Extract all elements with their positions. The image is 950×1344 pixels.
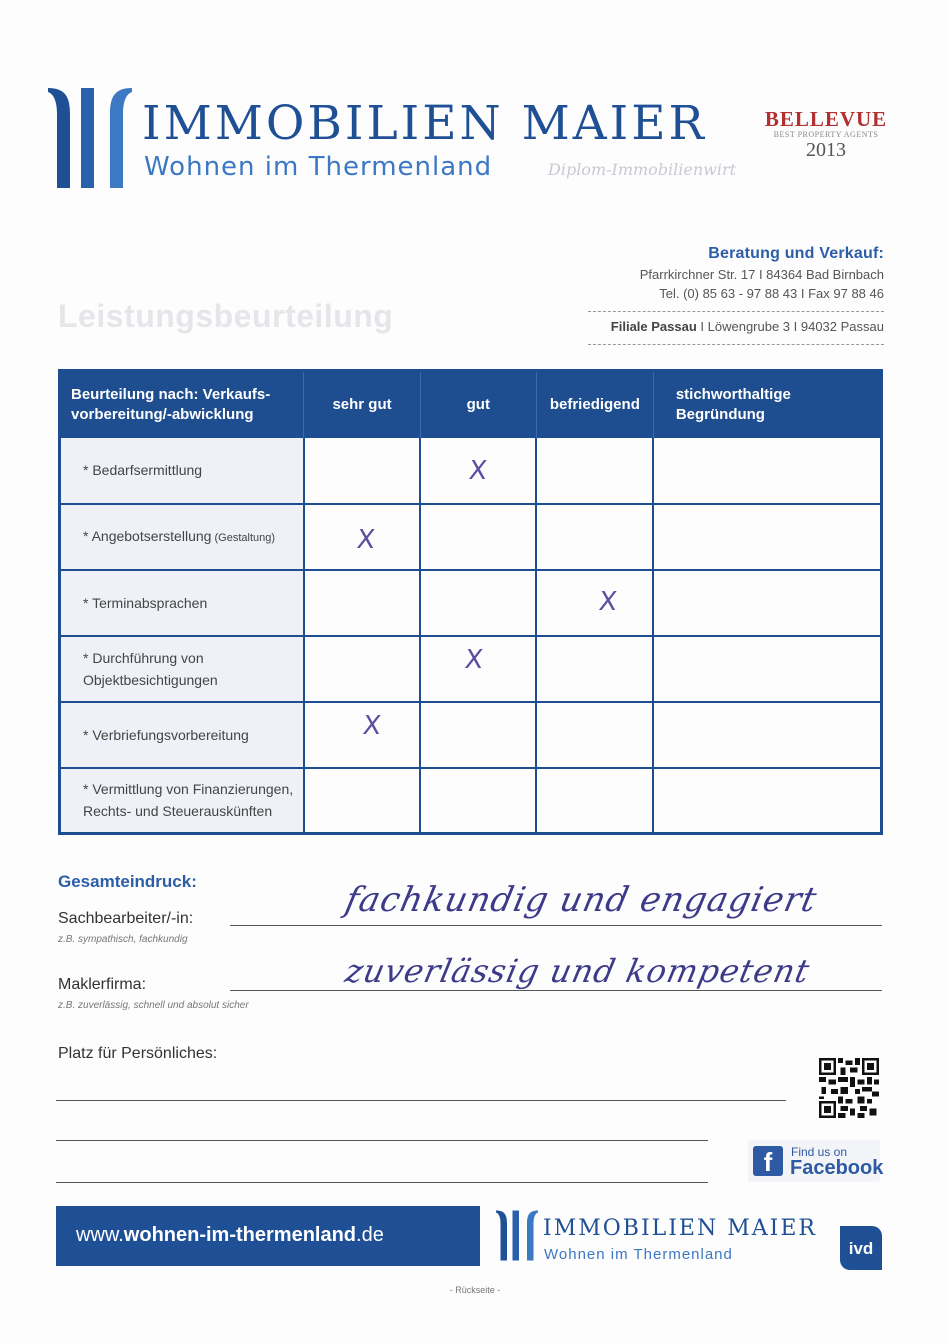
facebook-find-us: Find us on bbox=[791, 1145, 848, 1159]
facebook-name: Facebook bbox=[790, 1157, 884, 1179]
reason-cell[interactable] bbox=[653, 570, 881, 636]
brand-title: IMMOBILIEN MAIER bbox=[142, 96, 707, 151]
badge-year: 2013 bbox=[806, 139, 846, 161]
qualification-stamp: Diplom-Immobilienwirt bbox=[548, 160, 737, 179]
criterion-cell bbox=[60, 570, 304, 636]
reason-cell[interactable] bbox=[653, 768, 881, 834]
firm-line bbox=[230, 990, 882, 991]
reason-cell[interactable] bbox=[653, 636, 881, 702]
befriedigend-cell[interactable] bbox=[536, 702, 653, 768]
criterion-label: * Angebotserstellung bbox=[83, 527, 212, 544]
criterion-label: * Verbriefungsvorbereitung bbox=[83, 726, 249, 743]
sehr-gut-cell[interactable] bbox=[304, 636, 420, 702]
url-domain: wohnen-im-thermenland bbox=[123, 1224, 357, 1246]
criterion-cell bbox=[60, 636, 304, 702]
criterion-label: * Durchführung von Objektbesichtigungen bbox=[83, 649, 218, 688]
agent-handwriting[interactable]: fachkundig und engagiert bbox=[341, 880, 821, 920]
gut-cell[interactable] bbox=[420, 504, 536, 570]
table-row bbox=[60, 768, 882, 834]
reason-cell[interactable] bbox=[653, 702, 881, 768]
criterion-label: * Vermittlung von Finanzierungen, Rechts- und Steuerauskünften bbox=[83, 781, 294, 820]
footer-url-bar bbox=[56, 1206, 480, 1266]
gut-cell[interactable] bbox=[420, 438, 536, 504]
firm-hint: z.B. zuverlässig, schnell und absolut sicher bbox=[58, 1000, 249, 1011]
divider bbox=[588, 311, 884, 312]
table-row bbox=[60, 702, 882, 768]
url-prefix: www. bbox=[76, 1224, 124, 1246]
badge-name: BELLEVUE bbox=[764, 107, 888, 131]
sehr-gut-cell[interactable] bbox=[304, 768, 420, 834]
table-row bbox=[60, 438, 882, 504]
footer-logo-icon bbox=[494, 1208, 540, 1262]
badge-tagline: BEST PROPERTY AGENTS bbox=[773, 130, 879, 139]
criterion-cell bbox=[60, 438, 304, 504]
check-mark: X bbox=[361, 710, 383, 741]
criterion-cell bbox=[60, 702, 304, 768]
personal-line[interactable] bbox=[56, 1100, 786, 1101]
befriedigend-cell[interactable] bbox=[536, 636, 653, 702]
gut-cell[interactable] bbox=[420, 570, 536, 636]
criterion-label: * Bedarfsermittlung bbox=[83, 462, 203, 478]
footer-brand-title: IMMOBILIEN MAIER bbox=[543, 1216, 817, 1241]
reason-cell[interactable] bbox=[653, 504, 881, 570]
befriedigend-cell[interactable] bbox=[536, 768, 653, 834]
header-befriedigend: befriedigend bbox=[536, 371, 653, 438]
ivd-logo: ivd bbox=[840, 1226, 882, 1270]
footer-brand-subtitle: Wohnen im Thermenland bbox=[544, 1246, 733, 1263]
qr-code-icon[interactable] bbox=[819, 1058, 879, 1118]
criterion-cell bbox=[60, 504, 304, 570]
overall-heading: Gesamteindruck: bbox=[58, 872, 197, 891]
agent-hint: z.B. sympathisch, fachkundig bbox=[58, 934, 188, 945]
table-header-row bbox=[60, 371, 882, 438]
befriedigend-cell[interactable] bbox=[536, 504, 653, 570]
divider bbox=[588, 344, 884, 345]
sehr-gut-cell[interactable] bbox=[304, 570, 420, 636]
gut-cell[interactable] bbox=[420, 768, 536, 834]
page-note: - Rückseite - bbox=[449, 1285, 501, 1295]
header-begruendung: stichworthaltige Begründung bbox=[653, 371, 881, 438]
header-criteria: Beurteilung nach: Verkaufs-vorbereitung/-abwicklung bbox=[60, 371, 304, 438]
personal-line[interactable] bbox=[56, 1140, 708, 1141]
reason-cell[interactable] bbox=[653, 438, 881, 504]
sehr-gut-cell[interactable] bbox=[304, 702, 420, 768]
company-logo-icon bbox=[44, 84, 136, 190]
header-sehr-gut: sehr gut bbox=[304, 371, 420, 438]
facebook-button[interactable] bbox=[748, 1140, 884, 1182]
url-suffix: .de bbox=[356, 1224, 384, 1246]
personal-label: Platz für Persönliches: bbox=[58, 1045, 218, 1062]
firm-label: Maklerfirma: bbox=[58, 976, 147, 993]
branch-address: I Löwengrube 3 I 94032 Passau bbox=[696, 319, 884, 334]
document-title: Leistungsbeurteilung bbox=[58, 298, 394, 334]
personal-line[interactable] bbox=[56, 1182, 708, 1183]
check-mark: X bbox=[467, 455, 489, 486]
check-mark: X bbox=[597, 586, 619, 617]
befriedigend-cell[interactable] bbox=[536, 438, 653, 504]
table-row bbox=[60, 636, 882, 702]
website-link[interactable] bbox=[76, 1224, 384, 1247]
sehr-gut-cell[interactable] bbox=[304, 504, 420, 570]
bellevue-badge bbox=[764, 108, 888, 174]
brand-subtitle: Wohnen im Thermenland bbox=[144, 152, 493, 182]
contact-heading: Beratung und Verkauf: bbox=[708, 245, 884, 262]
sehr-gut-cell[interactable] bbox=[304, 438, 420, 504]
agent-label: Sachbearbeiter/-in: bbox=[58, 910, 194, 927]
contact-address: Pfarrkirchner Str. 17 I 84364 Bad Birnbach bbox=[639, 267, 884, 282]
criterion-label: * Terminabsprachen bbox=[83, 594, 208, 611]
check-mark: X bbox=[355, 524, 377, 555]
table-row bbox=[60, 570, 882, 636]
branch-label: Filiale Passau bbox=[610, 319, 697, 334]
table-row bbox=[60, 504, 882, 570]
gut-cell[interactable] bbox=[420, 702, 536, 768]
criterion-cell bbox=[60, 768, 304, 834]
facebook-icon: f bbox=[753, 1146, 783, 1176]
check-mark: X bbox=[463, 644, 485, 675]
criterion-note: (Gestaltung) bbox=[211, 531, 276, 544]
befriedigend-cell[interactable] bbox=[536, 570, 653, 636]
agent-line bbox=[230, 925, 882, 926]
contact-phone: Tel. (0) 85 63 - 97 88 43 I Fax 97 88 46 bbox=[659, 286, 884, 301]
header-gut: gut bbox=[420, 371, 536, 438]
branch-line bbox=[611, 319, 884, 334]
contact-block bbox=[640, 245, 884, 301]
firm-handwriting[interactable]: zuverlässig und kompetent bbox=[341, 952, 814, 990]
gut-cell[interactable] bbox=[420, 636, 536, 702]
rating-table bbox=[58, 369, 883, 835]
